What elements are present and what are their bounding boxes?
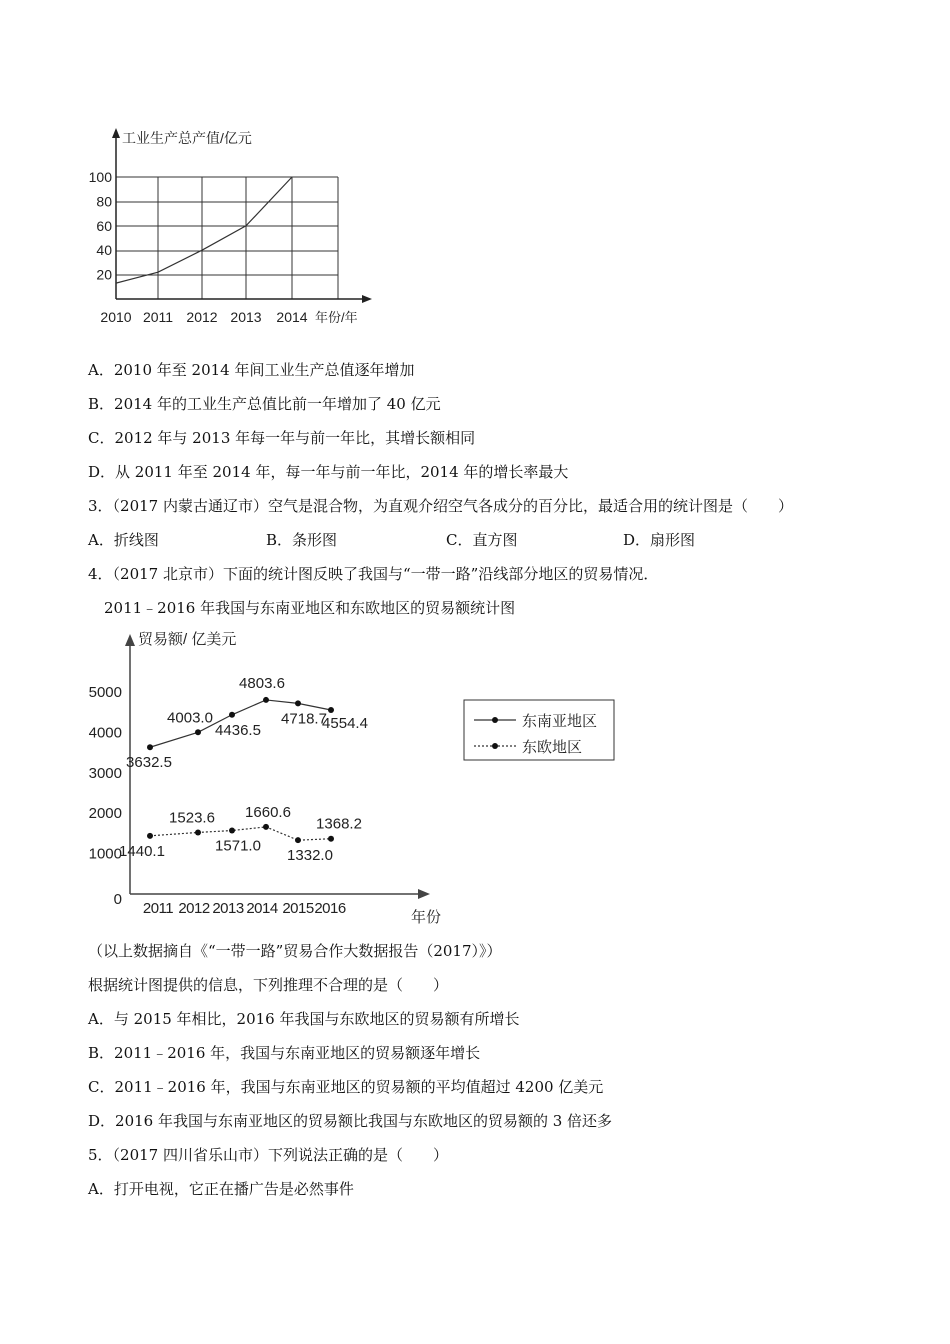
chart1-x-arrow — [362, 295, 372, 303]
q3-option-b: B．条形图 — [266, 531, 338, 549]
chart1-y-tick: 20 — [96, 266, 112, 283]
chart1-y-tick: 40 — [96, 242, 112, 259]
eastern-europe-data-label: 1660.6 — [245, 803, 291, 821]
chart1-y-label: 工业生产总产值/亿元 — [122, 130, 252, 146]
chart2-y-tick: 0 — [113, 891, 122, 908]
q2-option-a: A．2010 年至 2014 年间工业生产总值逐年增加 — [88, 361, 415, 379]
southeast-asia-point — [147, 744, 153, 750]
legend-label-southeast-asia: 东南亚地区 — [522, 713, 598, 730]
southeast-asia-data-label: 4718.7 — [281, 710, 327, 728]
q5-option-a: A．打开电视，它正在播广告是必然事件 — [88, 1180, 354, 1198]
chart1-x-tick: 2013 — [230, 309, 262, 325]
chart2-x-tick: 2013 — [212, 900, 244, 917]
chart2-y-tick: 2000 — [88, 805, 122, 823]
q4-option-d: D．2016 年我国与东南亚地区的贸易额比我国与东欧地区的贸易额的 3 倍还多 — [88, 1112, 613, 1130]
chart1-y-tick: 100 — [88, 169, 112, 185]
q2-option-c: C．2012 年与 2013 年每一年与前一年比，其增长额相同 — [88, 429, 476, 447]
chart1-x-tick: 2011 — [142, 309, 174, 325]
chart2-x-tick: 2015 — [282, 900, 314, 917]
q4-option-b: B．2011﹣2016 年，我国与东南亚地区的贸易额逐年增长 — [88, 1044, 481, 1062]
southeast-asia-point — [328, 707, 334, 713]
eastern-europe-point — [295, 837, 301, 843]
chart1-data-line — [116, 177, 292, 283]
q2-option-b: B．2014 年的工业生产总值比前一年增加了 40 亿元 — [88, 395, 441, 413]
chart1-x-tick: 2014 — [276, 309, 308, 325]
southeast-asia-data-label: 4554.4 — [322, 715, 368, 733]
southeast-asia-point — [195, 729, 201, 735]
q3-option-a: A．折线图 — [88, 531, 159, 549]
chart2-y-tick: 5000 — [88, 684, 122, 701]
eastern-europe-data-label: 1440.1 — [119, 842, 165, 860]
chart1-y-tick: 80 — [96, 193, 112, 210]
q3-option-c: C．直方图 — [446, 531, 518, 549]
southeast-asia-data-label: 4003.0 — [167, 709, 213, 727]
q4-prompt: 根据统计图提供的信息，下列推理不合理的是（ ） — [88, 976, 449, 994]
chart2-y-label: 贸易额/ 亿美元 — [138, 631, 237, 648]
industrial-output-chart — [88, 120, 390, 330]
southeast-asia-point — [295, 700, 301, 706]
eastern-europe-data-label: 1368.2 — [316, 815, 362, 833]
chart2-x-tick: 2011 — [142, 900, 174, 917]
chart2-x-tick: 2014 — [246, 900, 278, 917]
q4-stem: 4．（2017 北京市）下面的统计图反映了我国与“一带一路”沿线部分地区的贸易情况． — [88, 565, 659, 583]
chart2-y-tick: 4000 — [88, 724, 122, 742]
eastern-europe-data-label: 1332.0 — [287, 847, 333, 865]
eastern-europe-point — [147, 833, 153, 839]
eastern-europe-point — [195, 829, 201, 835]
q3-option-d: D．扇形图 — [623, 531, 696, 549]
chart2-x-label: 年份 — [411, 909, 442, 926]
chart2-x-tick: 2012 — [178, 900, 210, 917]
chart1-x-tick: 2012 — [186, 309, 218, 325]
southeast-asia-point — [229, 712, 235, 718]
eastern-europe-point — [229, 828, 235, 834]
southeast-asia-data-label: 3632.5 — [126, 754, 172, 772]
southeast-asia-point — [263, 697, 269, 703]
q4-source: （以上数据摘自《“一带一路”贸易合作大数据报告（2017）》） — [88, 942, 502, 960]
eastern-europe-data-label: 1523.6 — [169, 809, 215, 827]
chart1-x-suffix: 年份/年 — [315, 310, 358, 325]
legend-marker-southeast-asia — [492, 717, 498, 723]
chart2-x-tick: 2016 — [314, 900, 346, 917]
chart2-legend — [464, 700, 614, 760]
eastern-europe-point — [263, 824, 269, 830]
q2-option-d: D．从 2011 年至 2014 年，每一年与前一年比，2014 年的增长率最大 — [88, 463, 569, 481]
eastern-europe-point — [328, 836, 334, 842]
chart2-y-arrow — [125, 634, 135, 646]
q3-stem: 3．（2017 内蒙古通辽市）空气是混合物，为直观介绍空气各成分的百分比，最适合用的统计图是（ ） — [88, 497, 793, 515]
legend-label-eastern-europe: 东欧地区 — [522, 739, 583, 756]
trade-volume-chart — [86, 622, 646, 932]
chart1-x-tick: 2010 — [100, 309, 132, 325]
q4-option-a: A．与 2015 年相比，2016 年我国与东欧地区的贸易额有所增长 — [88, 1010, 520, 1028]
q5-stem: 5．（2017 四川省乐山市）下列说法正确的是（ ） — [88, 1146, 448, 1164]
southeast-asia-data-label: 4803.6 — [239, 674, 285, 692]
q4-chart-title: 2011﹣2016 年我国与东南亚地区和东欧地区的贸易额统计图 — [104, 599, 516, 617]
chart2-x-arrow — [418, 889, 430, 899]
chart2-y-tick: 1000 — [88, 845, 122, 863]
chart1-y-arrow — [112, 128, 120, 138]
chart1-y-tick: 60 — [96, 217, 112, 234]
eastern-europe-data-label: 1571.0 — [215, 837, 261, 855]
chart1-grid — [116, 177, 338, 299]
southeast-asia-data-label: 4436.5 — [215, 721, 261, 739]
q4-option-c: C．2011﹣2016 年，我国与东南亚地区的贸易额的平均值超过 4200 亿美元 — [88, 1078, 604, 1096]
chart2-y-tick: 3000 — [88, 764, 122, 782]
legend-marker-eastern-europe — [492, 743, 498, 749]
